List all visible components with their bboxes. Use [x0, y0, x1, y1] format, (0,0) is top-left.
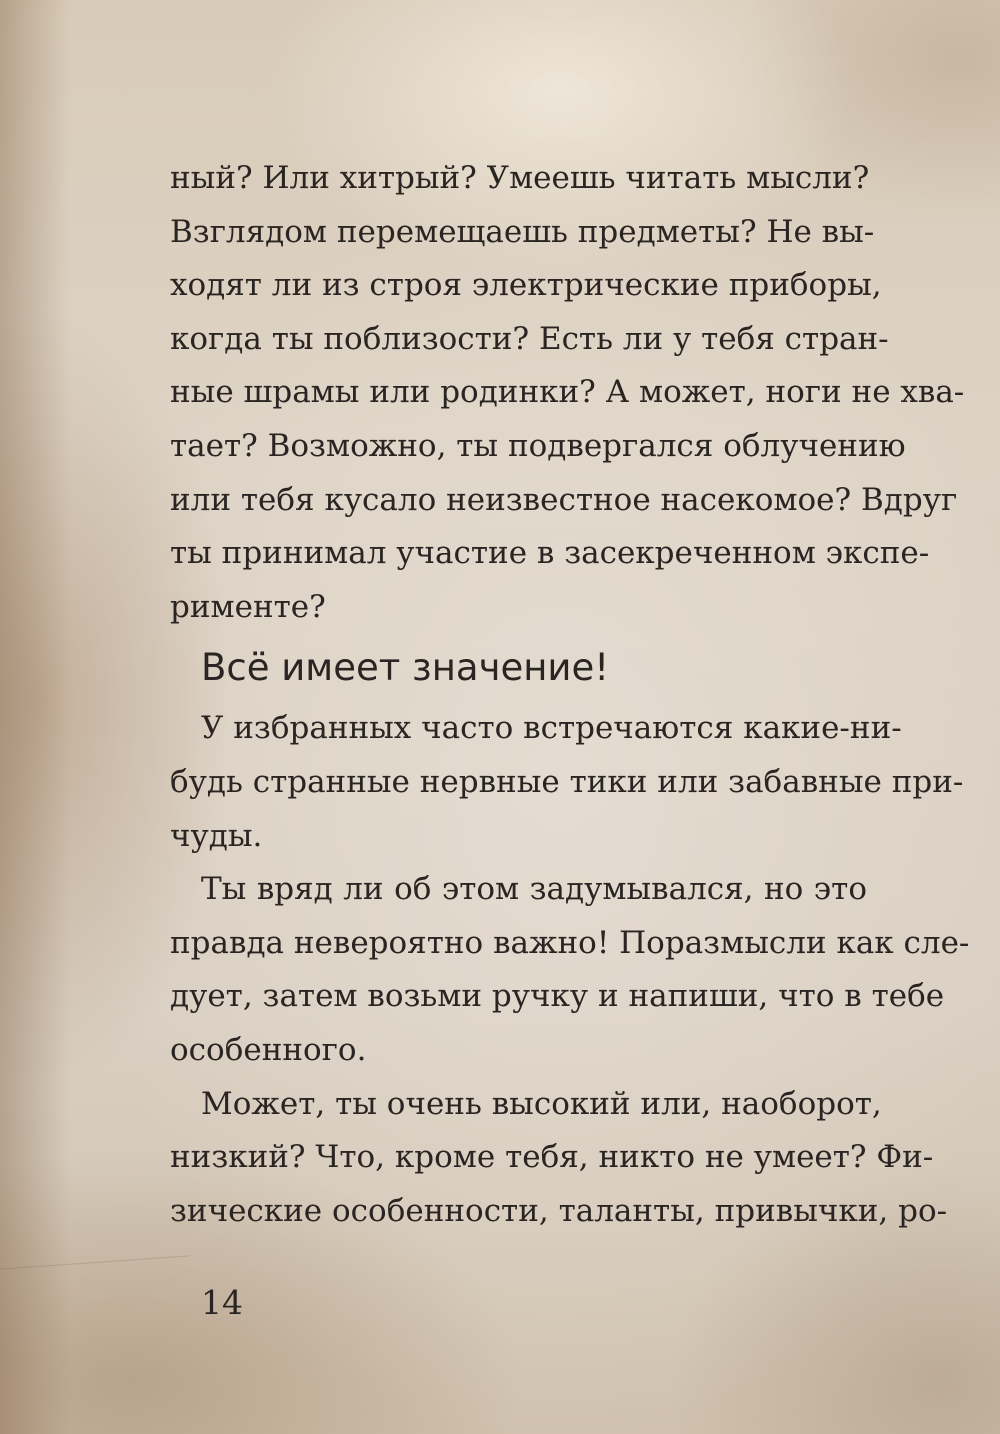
- text-line: дует, затем возьми ручку и напиши, что в тебе: [170, 978, 945, 1015]
- text-line: или тебя кусало неизвестное насекомое? Вдруг: [170, 481, 958, 518]
- paragraph-1: [170, 152, 965, 634]
- text-line: ные шрамы или родинки? А может, ноги не хва-: [170, 374, 965, 411]
- text-line: когда ты поблизости? Есть ли у тебя стран-: [170, 320, 889, 357]
- section-heading: Всё имеет значение!: [201, 646, 610, 690]
- text-line: рименте?: [170, 588, 326, 625]
- text-line: тает? Возможно, ты подвергался облучению: [170, 427, 906, 464]
- text-line: будь странные нервные тики или забавные при-: [170, 763, 964, 800]
- text-line: Взглядом перемещаешь предметы? Не вы-: [170, 213, 875, 250]
- text-line: чуды.: [170, 817, 263, 854]
- text-line: особенного.: [170, 1031, 367, 1068]
- text-line: правда невероятно важно! Поразмысли как сле-: [170, 924, 970, 961]
- page-number: 14: [201, 1283, 243, 1322]
- paragraph-4: [170, 1078, 948, 1239]
- text-line: У избранных часто встречаются какие-ни-: [201, 710, 902, 747]
- text-line: низкий? Что, кроме тебя, никто не умеет? Фи-: [170, 1139, 934, 1176]
- text-line: зические особенности, таланты, привычки, ро-: [170, 1192, 948, 1229]
- paper-edge-shadow: [0, 0, 70, 1434]
- text-line: ходят ли из строя электрические приборы,: [170, 267, 882, 304]
- text-line: Ты вряд ли об этом задумывался, но это: [201, 871, 867, 908]
- paragraph-3: [170, 863, 970, 1077]
- page-body: [170, 152, 970, 1238]
- text-line: ты принимал участие в засекреченном экспе-: [170, 535, 930, 572]
- text-line: ный? Или хитрый? Умеешь читать мысли?: [170, 160, 870, 196]
- paragraph-2: [170, 702, 964, 863]
- text-line: Может, ты очень высокий или, наоборот,: [201, 1085, 882, 1122]
